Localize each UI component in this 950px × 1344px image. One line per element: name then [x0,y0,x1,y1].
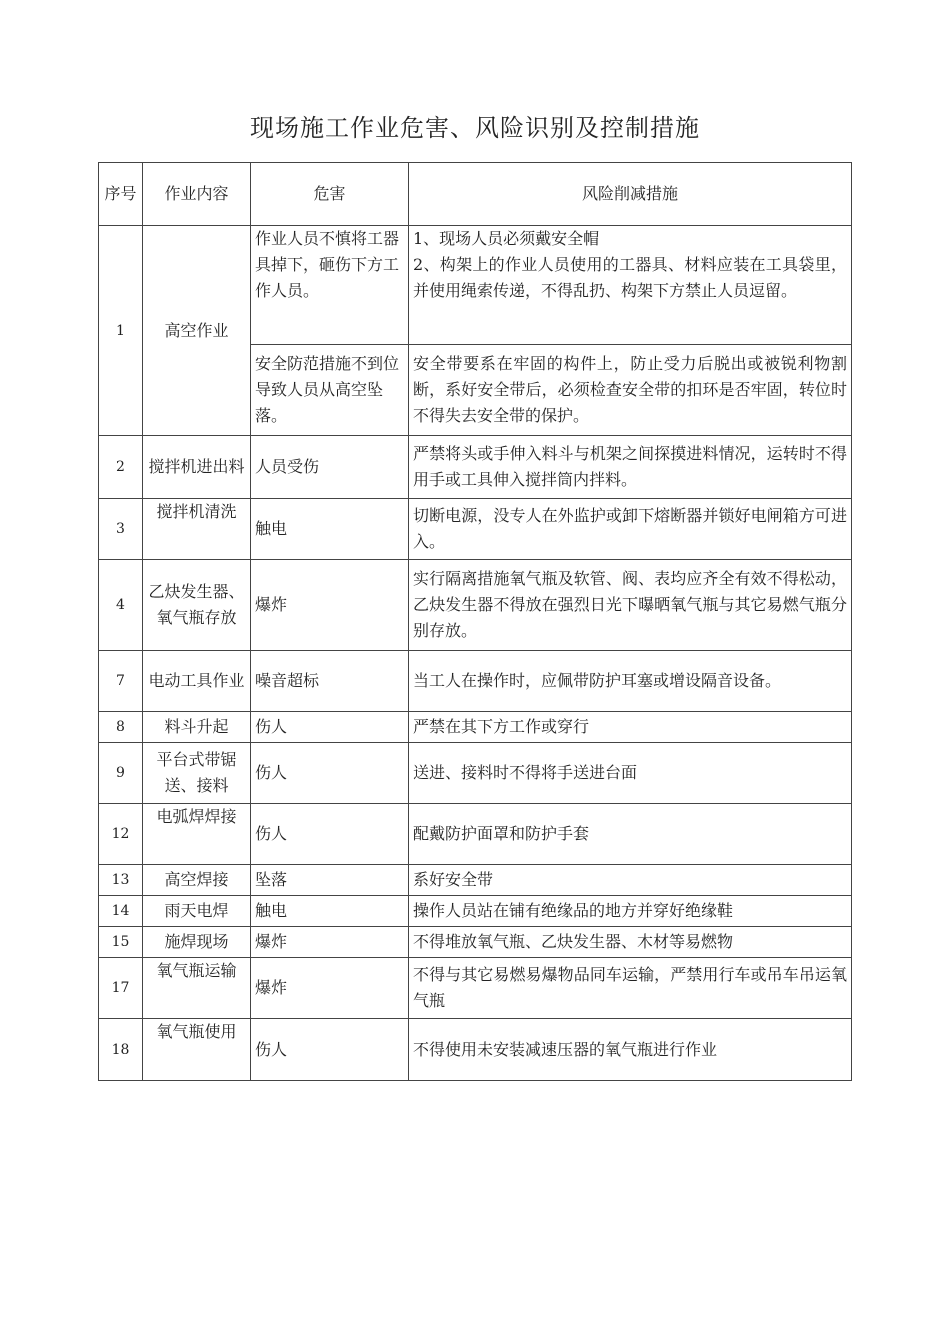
row-measure: 严禁在其下方工作或穿行 [409,712,852,743]
table-row [99,1019,852,1081]
row-measure: 安全带要系在牢固的构件上，防止受力后脱出或被锐利物割断，系好安全带后，必须检查安全带的扣环是否牢固，转位时不得失去安全带的保护。 [409,345,852,436]
row-hazard: 安全防范措施不到位导致人员从高空坠落。 [251,345,409,436]
row-measure: 送进、接料时不得将手送进台面 [409,743,852,804]
row-task: 搅拌机清洗 [143,499,251,560]
row-task: 雨天电焊 [143,896,251,927]
row-hazard: 触电 [251,896,409,927]
row-task: 高空作业 [143,226,251,436]
row-measure: 不得与其它易燃易爆物品同车运输，严禁用行车或吊车吊运氧气瓶 [409,958,852,1019]
row-measure: 当工人在操作时，应佩带防护耳塞或增设隔音设备。 [409,651,852,712]
row-task: 氧气瓶使用 [143,1019,251,1081]
table-row [99,226,852,345]
row-hazard: 作业人员不慎将工器具掉下，砸伤下方工作人员。 [251,226,409,345]
table-row [99,896,852,927]
header-hazard: 危害 [251,163,409,226]
row-no: 13 [99,865,143,896]
row-task: 乙炔发生器、氧气瓶存放 [143,560,251,651]
hazard-table [98,162,852,1081]
row-task: 搅拌机进出料 [143,436,251,499]
row-measure: 系好安全带 [409,865,852,896]
row-measure: 配戴防护面罩和防护手套 [409,804,852,865]
row-measure: 不得堆放氧气瓶、乙炔发生器、木材等易燃物 [409,927,852,958]
table-header-row [99,163,852,226]
row-task: 平台式带锯送、接料 [143,743,251,804]
row-task: 施焊现场 [143,927,251,958]
row-measure: 严禁将头或手伸入料斗与机架之间探摸进料情况，运转时不得用手或工具伸入搅拌筒内拌料。 [409,436,852,499]
row-hazard: 伤人 [251,1019,409,1081]
row-no: 9 [99,743,143,804]
table-row [99,958,852,1019]
table-row [99,743,852,804]
table-row [99,804,852,865]
row-hazard: 伤人 [251,804,409,865]
header-task: 作业内容 [143,163,251,226]
row-hazard: 触电 [251,499,409,560]
row-hazard: 爆炸 [251,958,409,1019]
row-no: 1 [99,226,143,436]
row-no: 7 [99,651,143,712]
row-hazard: 噪音超标 [251,651,409,712]
row-task: 氧气瓶运输 [143,958,251,1019]
row-task: 料斗升起 [143,712,251,743]
row-task: 电弧焊焊接 [143,804,251,865]
row-no: 4 [99,560,143,651]
table-row [99,499,852,560]
page-title: 现场施工作业危害、风险识别及控制措施 [250,114,700,142]
row-hazard: 伤人 [251,712,409,743]
row-no: 2 [99,436,143,499]
row-no: 8 [99,712,143,743]
row-no: 17 [99,958,143,1019]
row-hazard: 人员受伤 [251,436,409,499]
row-no: 18 [99,1019,143,1081]
row-no: 14 [99,896,143,927]
row-measure: 操作人员站在铺有绝缘品的地方并穿好绝缘鞋 [409,896,852,927]
table-row [99,865,852,896]
row-measure: 实行隔离措施氧气瓶及软管、阀、表均应齐全有效不得松动，乙炔发生器不得放在强烈日光下曝晒氧气瓶与其它易燃气瓶分别存放。 [409,560,852,651]
header-measure: 风险削减措施 [409,163,852,226]
row-no: 12 [99,804,143,865]
row-measure [409,226,852,345]
row-measure: 不得使用未安装减速压器的氧气瓶进行作业 [409,1019,852,1081]
table-row [99,560,852,651]
row-no: 3 [99,499,143,560]
measure-line: 2、构架上的作业人员使用的工器具、材料应装在工具袋里，并使用绳索传递，不得乱扔、构架下方禁止人员逗留。 [413,255,847,300]
row-no: 15 [99,927,143,958]
row-hazard: 爆炸 [251,927,409,958]
measure-line: 1、现场人员必须戴安全帽 [413,229,600,248]
row-hazard: 伤人 [251,743,409,804]
table-row [99,927,852,958]
row-measure: 切断电源，没专人在外监护或卸下熔断器并锁好电闸箱方可进入。 [409,499,852,560]
row-hazard: 爆炸 [251,560,409,651]
table-row [99,436,852,499]
header-no: 序号 [99,163,143,226]
table-row [99,651,852,712]
row-task: 高空焊接 [143,865,251,896]
row-task: 电动工具作业 [143,651,251,712]
row-hazard: 坠落 [251,865,409,896]
table-row [99,712,852,743]
